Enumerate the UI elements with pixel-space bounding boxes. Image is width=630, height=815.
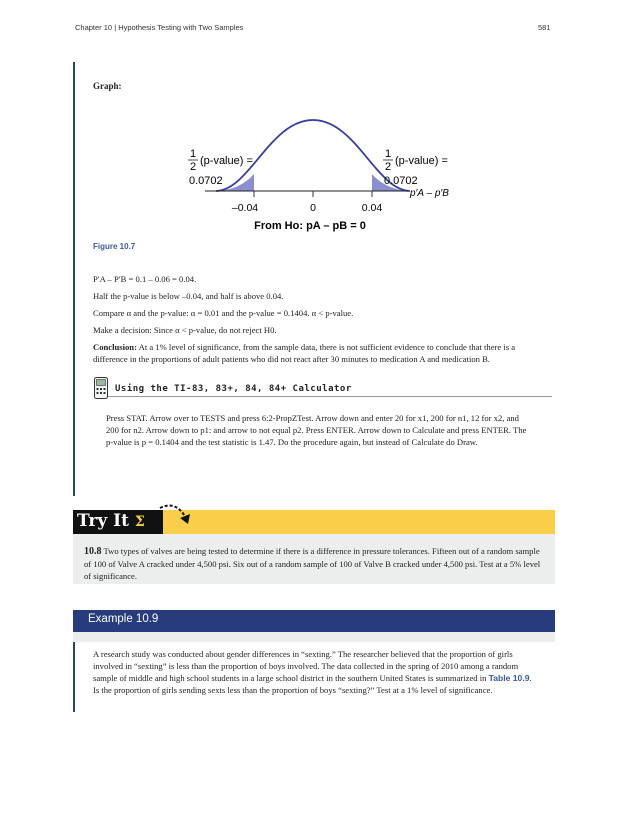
svg-text:1: 1	[189, 148, 197, 160]
curved-arrow-icon	[158, 502, 194, 532]
try-it-text: 10.8 Two types of valves are being tested to determine if there is a difference in pressure tolerances. Fifteen out of a random sample of 100 of Valve A cracked under 4,500 psi. Six out of a random sample of 100 of Valve B cracked under 4,500 psi. Test at a 5% level of significance.	[84, 546, 541, 581]
calculator-icon	[94, 377, 108, 399]
left-pvalue-label: (p-value) =	[200, 155, 253, 167]
try-it-label: Try It Σ	[77, 511, 145, 531]
compare-line: Compare α and the p-value: α = 0.01 and the p-value = 0.1404. α < p-value.	[93, 308, 354, 318]
normal-curve-figure	[180, 110, 470, 235]
half-pvalue-line: Half the p-value is below –0.04, and half is above 0.04.	[93, 291, 284, 301]
tick-label: 0.04	[361, 202, 383, 214]
page-number: 581	[538, 23, 551, 32]
figure-caption: Figure 10.7	[93, 242, 136, 251]
tick-label: –0.04	[231, 202, 259, 214]
running-header: Chapter 10 | Hypothesis Testing with Two Samples	[75, 23, 244, 32]
right-pvalue-label: (p-value) =	[395, 155, 448, 167]
right-pvalue-value: 0.0702	[384, 175, 418, 187]
example-title: Example 10.9	[88, 613, 159, 625]
graph-label: Graph:	[93, 81, 122, 91]
tick-label: 0	[310, 202, 316, 214]
axis-caption: From Ho: pA – pB = 0	[254, 220, 366, 232]
calculator-section-title: Using the TI-83, 83+, 84, 84+ Calculator	[115, 384, 352, 394]
decision-line: Make a decision: Since α < p-value, do not reject H0.	[93, 325, 277, 335]
calculator-divider	[108, 396, 552, 397]
left-pvalue-value: 0.0702	[189, 175, 223, 187]
axis-variable-label: p′A – p′B	[410, 188, 449, 199]
svg-text:1: 1	[384, 148, 392, 160]
svg-text:2: 2	[189, 161, 197, 173]
difference-line: P′A – P′B = 0.1 – 0.06 = 0.04.	[93, 274, 197, 284]
example-text: A research study was conducted about gender differences in “sexting.” The researcher believed that the proportion of girls involved in “sexting” is less than the proportion of boys involved. The data collected in the spring of 2010 among a random sample of middle and high school students in a large school district in the southern United States is summarized in Table 10.9. Is the proportion of girls sending sexts less than the proportion of boys “sexting?” Test at a 1% level of significance.	[93, 649, 532, 695]
example-band	[73, 632, 555, 642]
calculator-instructions: Press STAT. Arrow over to TESTS and press 6:2-PropZTest. Arrow down and enter 20 for x1, 200 for n1, 12 for x2, and 200 for n2. Arrow down to p1: and arrow to not equal p2. Press ENTER. Arrow down to Calculate and press ENTER. The p-value is p = 0.1404 and the test statistic is 1.47. Do the procedure again, but instead of Calculate do Draw.	[106, 413, 527, 447]
conclusion-paragraph: Conclusion: At a 1% level of significance, from the sample data, there is not sufficient evidence to conclude that there is a difference in the proportions of adult patients who did not react after 30 minutes to medication A and medication B.	[93, 342, 516, 364]
example-rule	[73, 642, 75, 712]
svg-text:2: 2	[384, 161, 392, 173]
table-link[interactable]: Table 10.9	[488, 673, 530, 683]
section-rule	[73, 62, 75, 496]
